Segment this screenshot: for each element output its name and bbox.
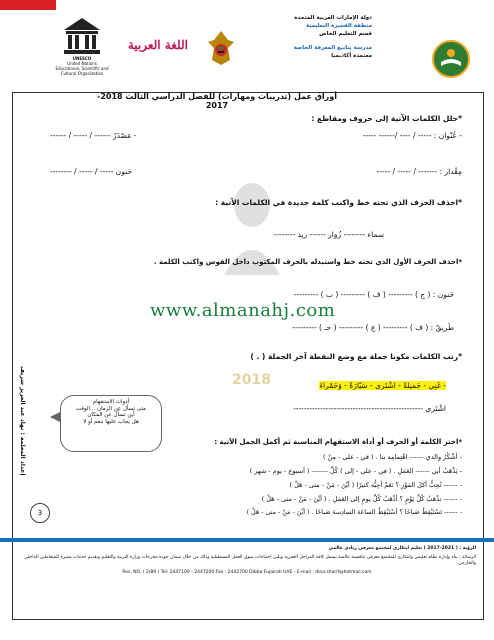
q4-words [50,381,446,390]
uae-emblem [206,28,236,68]
side-note: إعداد المعلمة : نهاد عبد العزيز شريف [19,366,26,476]
school-line-3: قسم التعليم الخاص [319,31,372,37]
footer-divider [0,538,494,542]
q2-row: سماء -------- زُوار ------ زيد -------- [273,230,384,239]
bubble-tail [50,412,60,422]
bubble-line-1: أدوات الاستفهام [92,399,130,405]
footer-contact: Res. NO. ( 2/89 ) Tel: 2447100 - 2447200 Fax : 2442700 Dibba Fujairah UAE - E-mail : dina.sharif@hotmail.com [122,570,372,575]
q1-row1-item-1: - عُنْوان : ----- / ---- /------ ----- [362,131,462,140]
q5-line-1: - أشْكُرُ والدي ------ اهْتِمامِه بنا . ( في - على - مِنْ ) [322,453,462,461]
q3-row-2: طَريقٌ : ( ف ) --------- ( ع ) --------- ( حـ ) --------- [292,323,454,332]
falcon-emblem-icon [206,28,236,68]
page-number: 3 [30,503,50,523]
q3-prompt: *احذف الحرف الأول الذي تحته خط واستبدله بالحرف المكتوب داخل القوس واكتب الكلمة . [153,258,462,266]
school-line-5: معتمدة أكاديميا [331,53,372,59]
subject-logo: اللغة العربية [127,38,188,52]
school-logo [432,40,470,78]
q1-row-1 [50,131,462,140]
q3-row-1: حَنون : ( ج ) --------- ( ف ) --------- ( ب ) --------- [293,290,454,299]
page-title: أوراق عمل (تدريبات ومهارات) للفصل الدراسي الثالث 2018- 2017 [97,92,337,110]
q1-row1-item-2: - مَصْدَرٌ ------ / ----- / ------ [50,131,137,140]
unesco-wordmark: UNESCO [72,56,92,61]
q1-row2-item-1: مِقْدار : ------- / ----- / ----- [376,167,462,176]
q5-line-3: - ------ تُحِبُّ أكلَ المَوْزِ ؟ نَعَمْ أحِبُّه كثيرًا ( أيْنَ - مَنْ - متى - هَلْ ) [289,481,462,489]
bubble-line-2: متى تسأل عن الزمان .. الوقت [76,405,146,412]
q1-prompt: *حلل الكلمات الآتية إلى حروف ومقاطع : [311,114,462,123]
q1-row-2 [50,167,462,176]
watermark-year: 2018 [232,372,271,388]
footer [18,546,476,626]
book-icon [434,42,468,76]
footer-mission: الرسالة : بناء وإدارة نظام تعليمي وابتكاري للمجتمع معرفي تنافسية عالمية يشمل كافة المراحل العمرية ويلبي احتياجات سوق العمل المستقبلية وذلك من خلال ضمان جودة مخرجات وزارة التربية والتعليم وتقديم خدمات مميزة للمتعاملين الداخلي والخارجي [24,555,476,566]
unesco-logo [52,16,112,86]
footer-vision: الرؤية : ( 2021-2017 ) تعليم ابتكاري لمجتمع معرفي ريادي عالمي [328,546,476,551]
school-line-2: منطقة الفجيرة التعليمية [306,23,372,29]
q2-prompt: *احذف الحرف الذي تحته خط واكتب كلمة جديدة في الكلمات الآتية : [215,198,462,207]
q1-row2-item-2: حَنون ----- / ----- / -------- [50,167,132,176]
q5-line-4: - ------ تذْهَبُ كُلَّ يَوْمٍ ؟ أذْهَبُ كُلَّ يومٍ إلى العَمَلِ . ( أيْنَ - مَنْ - متى - هَلْ ) [261,495,462,503]
school-header [262,14,372,60]
corner-stripe [0,0,56,10]
school-line-4: مدرسة ينابيع المعرفة الخاصة [293,45,372,51]
q4-answer: اشْتَرى ------------------------------------------------ [293,404,446,413]
temple-icon [62,16,102,56]
school-line-1: دولة الإمارات العربية المتحدة [294,15,372,21]
bubble-line-3: أين تسأل عن المكان [87,412,135,418]
q5-prompt: *اختر الكلمة أو الحرف أو أداة الاستفهام المناسبة ثم أكمل الجمل الآتية : [214,438,462,446]
q4-prompt: *رتب الكلمات مكونا جملة مع وضع النقطة آخر الجملة ( . ) [250,352,462,361]
question-tools-bubble [60,395,162,452]
unesco-line-2: Educational, Scientific and [55,66,109,71]
q4-words-text: - غَنِي - جَميلةً - اشْتَرى - سَيّارَةً - وَحَمْراءَ [319,381,446,390]
unesco-line-3: Cultural Organization [60,71,104,76]
q5-line-2: - يَذْهَبُ أبي ------ العَمَلِ . ( في - على - إلى ) كُلَّ ------- ( أسبوع - يوم - شهر ) [249,467,462,475]
site-link[interactable]: www.almanahj.com [150,300,336,321]
unesco-line-1: United Nations [67,61,97,66]
q5-line-5: - ------ تَسْتَيْقِظُ صَباحًا ؟ أسْتَيْقِظُ الساعَةَ السادِسةَ صَباحًا . ( أيْنَ - مَنْ - متى - هَلْ ) [246,509,462,516]
bubble-line-4: هل يجاب عليها بنعم أو لا [83,418,139,425]
